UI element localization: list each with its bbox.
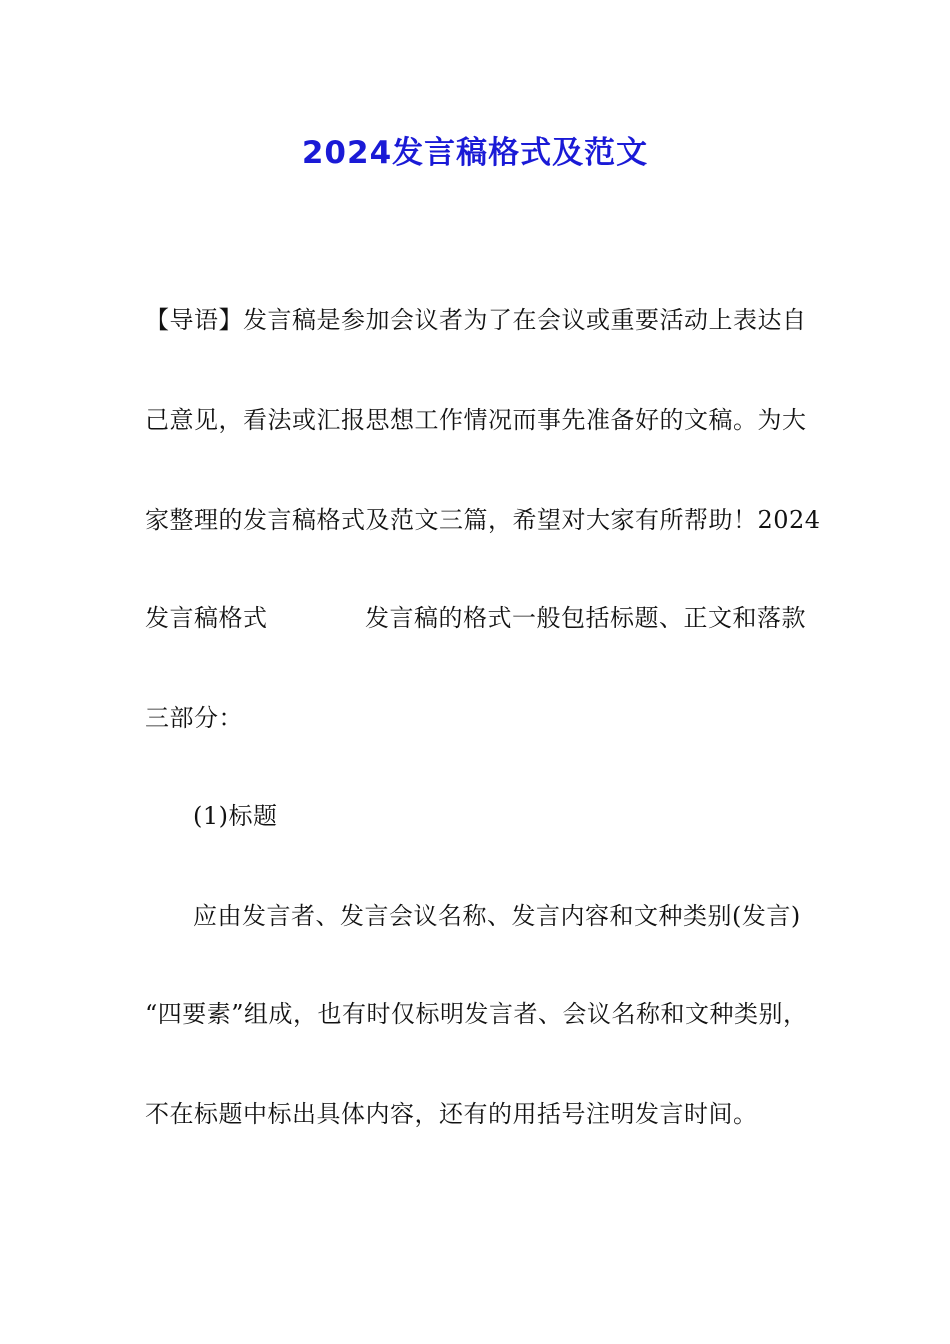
section-heading-format: 发言稿格式 [145,604,268,632]
document-title: 2024发言稿格式及范文 [301,135,649,171]
paragraph-line: 三部分： [145,704,243,732]
paragraph-line: 家整理的发言稿格式及范文三篇，希望对大家有所帮助！2024 [145,506,821,534]
paragraph-line: 不在标题中标出具体内容，还有的用括号注明发言时间。 [145,1100,758,1128]
paragraph-line: 己意见，看法或汇报思想工作情况而事先准备好的文稿。为大 [145,406,807,434]
paragraph-line: 发言稿的格式一般包括标题、正文和落款 [365,604,806,632]
paragraph-line: 应由发言者、发言会议名称、发言内容和文种类别(发言) [193,902,801,930]
paragraph-line: 【导语】发言稿是参加会议者为了在会议或重要活动上表达自 [145,306,807,334]
subheading-title: (1)标题 [193,802,278,830]
paragraph-line: “四要素”组成，也有时仅标明发言者、会议名称和文种类别， [145,1000,808,1028]
